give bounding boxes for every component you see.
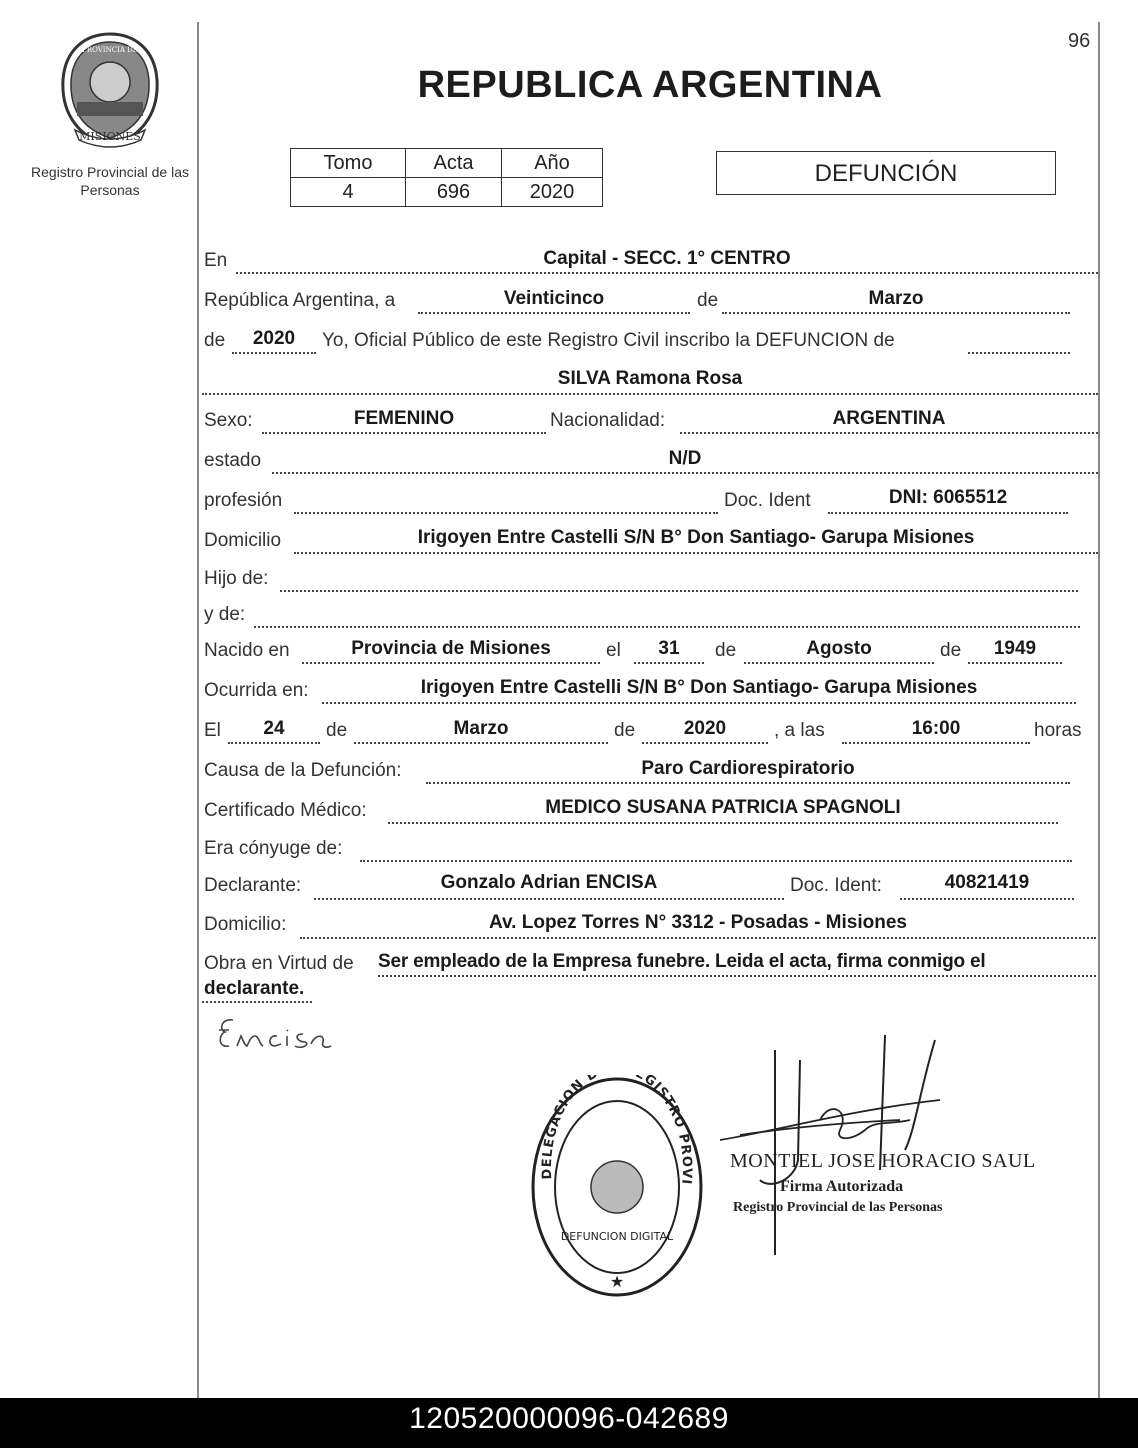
def-anio-value: 2020 bbox=[683, 718, 727, 739]
label-yo-oficial: Yo, Oficial Público de este Registro Civil inscribo la DEFUNCION de bbox=[322, 330, 895, 351]
nacido-en-value: Provincia de Misiones bbox=[351, 638, 551, 659]
dotted-line bbox=[828, 512, 1068, 514]
acta-header: Acta bbox=[406, 149, 502, 178]
mes-acta-value: Marzo bbox=[868, 288, 924, 309]
page-number: 96 bbox=[1068, 30, 1091, 52]
official-name: MONTIEL JOSE HORACIO SAUL bbox=[730, 1150, 1036, 1172]
dotted-line bbox=[842, 742, 1030, 744]
declarante-domicilio-value: Av. Lopez Torres N° 3312 - Posadas - Misiones bbox=[489, 912, 907, 933]
dotted-line bbox=[232, 352, 316, 354]
tomo-header: Tomo bbox=[291, 149, 406, 178]
label-certificado: Certificado Médico: bbox=[204, 800, 367, 821]
label-doc-ident: Doc. Ident: bbox=[790, 875, 882, 896]
label-nacionalidad: Nacionalidad: bbox=[550, 410, 666, 431]
dotted-line bbox=[354, 742, 608, 744]
estado-value: N/D bbox=[668, 448, 702, 469]
dotted-line bbox=[302, 662, 600, 664]
dotted-line bbox=[680, 432, 1098, 434]
org-name: Registro Provincial de las Personas bbox=[31, 164, 189, 198]
svg-text:PROVINCIA DE: PROVINCIA DE bbox=[82, 46, 138, 54]
dotted-line bbox=[722, 312, 1070, 314]
nombre-value: SILVA Ramona Rosa bbox=[557, 368, 743, 389]
dotted-line bbox=[900, 898, 1074, 900]
svg-text:DEFUNCION DIGITAL: DEFUNCION DIGITAL bbox=[560, 1230, 674, 1243]
label-de: de bbox=[697, 290, 719, 311]
ocurrida-en-value: Irigoyen Entre Castelli S/N B° Don Santiago- Garupa Misiones bbox=[420, 677, 978, 698]
label-domicilio: Domicilio: bbox=[204, 914, 287, 935]
label-el: el bbox=[606, 640, 621, 661]
anio-value: 2020 bbox=[502, 178, 603, 207]
nac-dia-value: 31 bbox=[658, 638, 680, 659]
label-de: de bbox=[204, 330, 226, 351]
nac-mes-value: Agosto bbox=[806, 638, 872, 659]
label-el: El bbox=[204, 720, 221, 741]
dotted-line bbox=[280, 590, 1078, 592]
def-dia-value: 24 bbox=[263, 718, 285, 739]
label-conyuge: Era cónyuge de: bbox=[204, 838, 343, 859]
doc-value: DNI: 6065512 bbox=[888, 487, 1008, 508]
official-org: Registro Provincial de las Personas bbox=[733, 1200, 943, 1215]
record-type-box: DEFUNCIÓN bbox=[716, 151, 1056, 195]
label-estado: estado bbox=[204, 450, 262, 471]
label-doc-ident: Doc. Ident bbox=[724, 490, 811, 511]
dotted-line bbox=[426, 782, 1070, 784]
label-declarante: Declarante: bbox=[204, 875, 302, 896]
dotted-line bbox=[634, 662, 704, 664]
label-de: de bbox=[326, 720, 348, 741]
label-de: de bbox=[715, 640, 737, 661]
dotted-line bbox=[322, 702, 1076, 704]
obra-line2-value: declarante. bbox=[204, 978, 305, 999]
dotted-line bbox=[300, 937, 1096, 939]
dotted-line bbox=[202, 1001, 312, 1003]
domicilio-value: Irigoyen Entre Castelli S/N B° Don Santiago- Garupa Misiones bbox=[417, 527, 975, 548]
certificado-value: MEDICO SUSANA PATRICIA SPAGNOLI bbox=[545, 797, 901, 818]
declarante-doc-value: 40821419 bbox=[944, 872, 1030, 893]
registry-table bbox=[290, 148, 603, 207]
label-nacido-en: Nacido en bbox=[204, 640, 290, 661]
dotted-line bbox=[360, 860, 1072, 862]
label-horas: horas bbox=[1034, 720, 1082, 741]
misiones-coat-of-arms-logo bbox=[55, 30, 165, 150]
sexo-value: FEMENINO bbox=[353, 408, 455, 429]
label-domicilio: Domicilio bbox=[204, 530, 282, 551]
dotted-line bbox=[744, 662, 934, 664]
dotted-line bbox=[642, 742, 768, 744]
official-role: Firma Autorizada bbox=[780, 1178, 904, 1195]
obra-line1-value: Ser empleado de la Empresa funebre. Leida el acta, firma conmigo el bbox=[378, 951, 986, 972]
label-ocurrida-en: Ocurrida en: bbox=[204, 680, 309, 701]
label-a-las: , a las bbox=[774, 720, 825, 741]
def-hora-value: 16:00 bbox=[911, 718, 961, 739]
causa-value: Paro Cardiorespiratorio bbox=[641, 758, 855, 779]
label-profesion: profesión bbox=[204, 490, 283, 511]
anio-header: Año bbox=[502, 149, 603, 178]
label-causa: Causa de la Defunción: bbox=[204, 760, 402, 781]
dotted-line bbox=[272, 472, 1098, 474]
document-code-footer: 120520000096-042689 bbox=[0, 1398, 1138, 1448]
official-signature bbox=[700, 1030, 980, 1265]
label-de: de bbox=[940, 640, 962, 661]
dotted-line bbox=[968, 662, 1062, 664]
lugar-value: Capital - SECC. 1° CENTRO bbox=[543, 248, 791, 269]
dotted-line bbox=[202, 393, 1098, 395]
label-y-de: y de: bbox=[204, 604, 246, 625]
dotted-line bbox=[228, 742, 320, 744]
acta-value: 696 bbox=[406, 178, 502, 207]
label-de: de bbox=[614, 720, 636, 741]
nac-anio-value: 1949 bbox=[993, 638, 1037, 659]
label-en: En bbox=[204, 250, 228, 271]
registry-stamp bbox=[530, 1075, 705, 1305]
left-margin-line bbox=[197, 22, 199, 1398]
dia-texto-value: Veinticinco bbox=[503, 288, 605, 309]
dotted-line bbox=[418, 312, 690, 314]
label-republica: República Argentina, a bbox=[204, 290, 396, 311]
declarante-value: Gonzalo Adrian ENCISA bbox=[440, 872, 658, 893]
dotted-line bbox=[262, 432, 546, 434]
right-margin-line bbox=[1098, 22, 1100, 1398]
label-hijo-de: Hijo de: bbox=[204, 568, 269, 589]
dotted-line bbox=[294, 512, 718, 514]
dotted-line bbox=[236, 272, 1098, 274]
label-obra: Obra en Virtud de bbox=[204, 953, 354, 974]
dotted-line bbox=[378, 975, 1096, 977]
declarante-signature bbox=[215, 1010, 345, 1065]
label-sexo: Sexo: bbox=[204, 410, 253, 431]
dotted-line bbox=[388, 822, 1058, 824]
dotted-line bbox=[294, 552, 1098, 554]
tomo-value: 4 bbox=[291, 178, 406, 207]
svg-text:DELEGACION DEL REGISTRO PROVIN: DELEGACION D GISTRO PROVI bbox=[539, 1075, 695, 1186]
dotted-line bbox=[968, 352, 1070, 354]
anio-acta-value: 2020 bbox=[252, 328, 296, 349]
dotted-line bbox=[254, 626, 1080, 628]
nacionalidad-value: ARGENTINA bbox=[832, 408, 946, 429]
document-title: REPUBLICA ARGENTINA bbox=[417, 64, 883, 106]
dotted-line bbox=[314, 898, 784, 900]
svg-text:★: ★ bbox=[609, 1274, 625, 1291]
svg-text:MISIONES: MISIONES bbox=[79, 130, 141, 143]
def-mes-value: Marzo bbox=[453, 718, 509, 739]
